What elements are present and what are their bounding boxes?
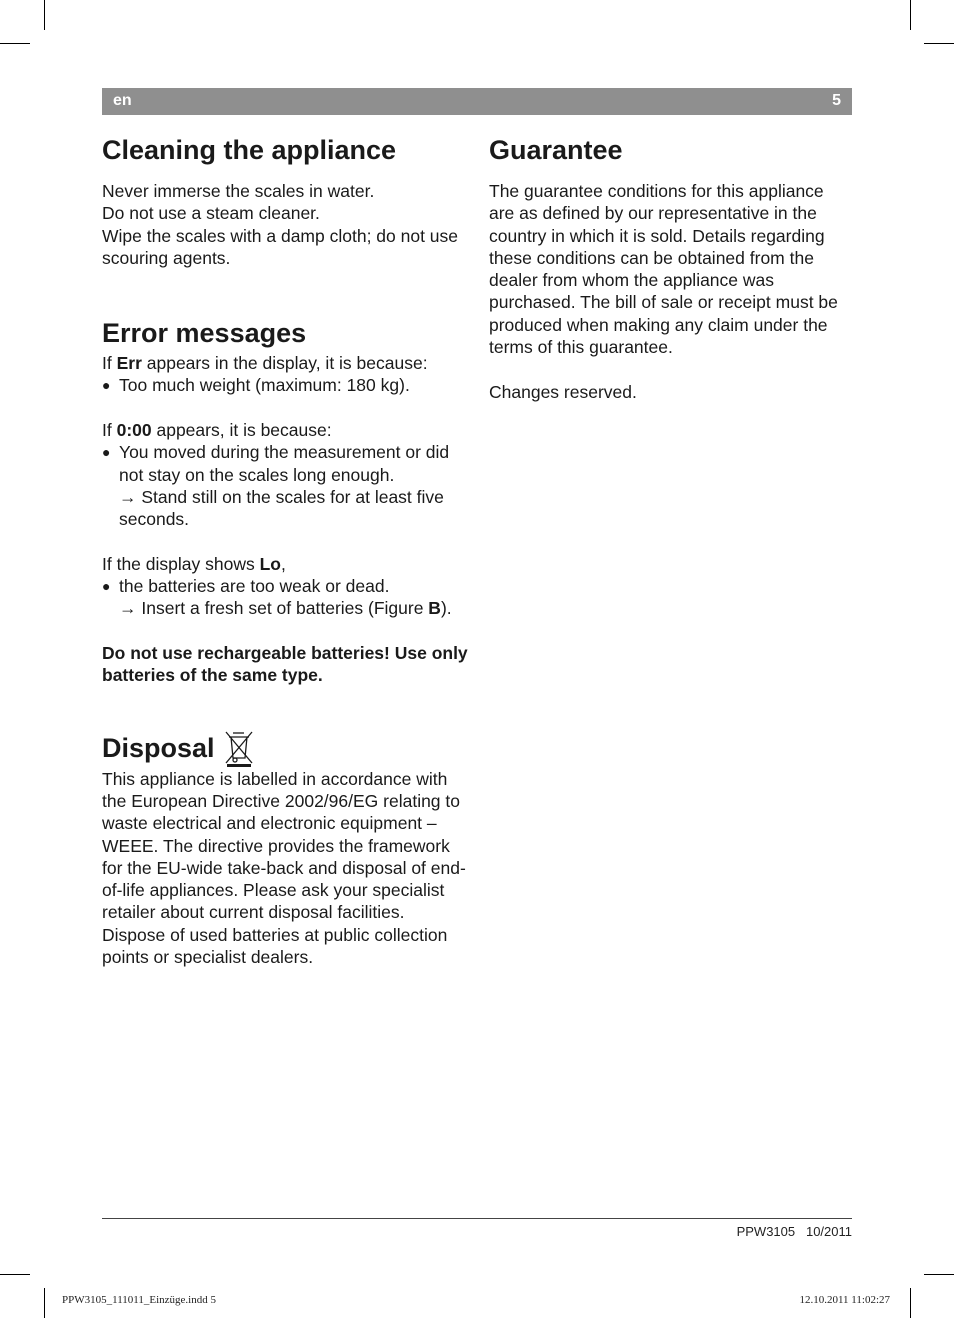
list-item: ● Too much weight (maximum: 180 kg). xyxy=(102,375,410,396)
disposal-paragraph-2: Dispose of used batteries at public collection points or specialist dealers. xyxy=(102,924,448,968)
crop-mark xyxy=(44,0,45,30)
lo-intro: If the display shows Lo, xyxy=(102,553,286,574)
crop-mark xyxy=(44,1288,45,1318)
crop-mark xyxy=(910,1288,911,1318)
footer-rule xyxy=(102,1218,852,1219)
page-header-bar xyxy=(102,88,852,115)
footer-model-date xyxy=(737,1224,852,1239)
guarantee-title: Guarantee xyxy=(489,135,623,165)
crop-mark xyxy=(924,1274,954,1275)
error-messages-section xyxy=(102,315,470,686)
error-messages-title: Error messages xyxy=(102,318,307,349)
model-number: PPW3105 xyxy=(736,1224,796,1239)
changes-reserved: Changes reserved. xyxy=(489,381,637,402)
time-action: → Stand still on the scales for at least five seconds. xyxy=(119,486,444,530)
footer-date: 10/2011 xyxy=(805,1224,852,1239)
lo-code: Lo xyxy=(259,553,281,574)
print-slug-file: PPW3105_111011_Einzüge.indd 5 xyxy=(62,1294,216,1306)
cleaning-line-2: Do not use a steam cleaner. xyxy=(102,203,320,224)
bullet-icon: ● xyxy=(102,377,111,394)
cleaning-title: Cleaning the appliance xyxy=(102,135,397,165)
cleaning-section xyxy=(102,132,470,269)
err-code: Err xyxy=(116,353,142,374)
cleaning-line-1: Never immerse the scales in water. xyxy=(102,181,375,201)
crop-mark xyxy=(0,1274,30,1275)
crop-mark xyxy=(0,43,30,44)
bullet-icon: ● xyxy=(102,578,111,595)
crop-mark xyxy=(924,43,954,44)
bullet-icon: ● xyxy=(102,444,111,461)
language-code: en xyxy=(113,92,132,109)
crossed-out-wheelie-bin-icon xyxy=(224,729,254,767)
right-column xyxy=(489,132,852,403)
time-intro: If 0:00 appears, it is because: xyxy=(102,420,332,441)
disposal-section xyxy=(102,729,470,969)
cleaning-line-3: Wipe the scales with a damp cloth; do not use scouring agents. xyxy=(102,225,459,268)
list-item: ● the batteries are too weak or dead. → Insert a fresh set of batteries (Figure B). xyxy=(102,576,452,619)
lo-action: → Insert a fresh set of batteries (Figure B). xyxy=(119,598,452,619)
print-slug-timestamp: 12.10.2011 11:02:27 xyxy=(799,1294,890,1306)
left-column xyxy=(102,132,470,968)
disposal-paragraph-1: This appliance is labelled in accordance with the European Directive 2002/96/EG relating to waste electrical and electronic equipment – WEEE. The directive provides the framework for the EU-wide take-back and disposal of end-of-life appliances. Please ask your specialist retailer about current disposal facilities. xyxy=(102,768,466,923)
battery-warning: Do not use rechargeable batteries! Use only batteries of the same type. xyxy=(102,643,468,686)
time-code: 0:00 xyxy=(116,420,152,441)
err-intro: If Err appears in the display, it is because: xyxy=(102,353,428,374)
page-number: 5 xyxy=(832,92,841,109)
guarantee-section xyxy=(489,132,852,403)
guarantee-paragraph: The guarantee conditions for this appliance are as defined by our representative in the country in which it is sold. Details regarding these conditions can be obtained from the dealer from whom the appliance was purchased. The bill of sale or receipt must be produced when making any claim under the terms of this guarantee. xyxy=(489,181,838,358)
disposal-title: Disposal xyxy=(102,732,215,763)
crop-mark xyxy=(910,0,911,30)
list-item: ● You moved during the measurement or did not stay on the scales long enough. → Stand still on the scales for at least five seconds. xyxy=(102,442,450,530)
